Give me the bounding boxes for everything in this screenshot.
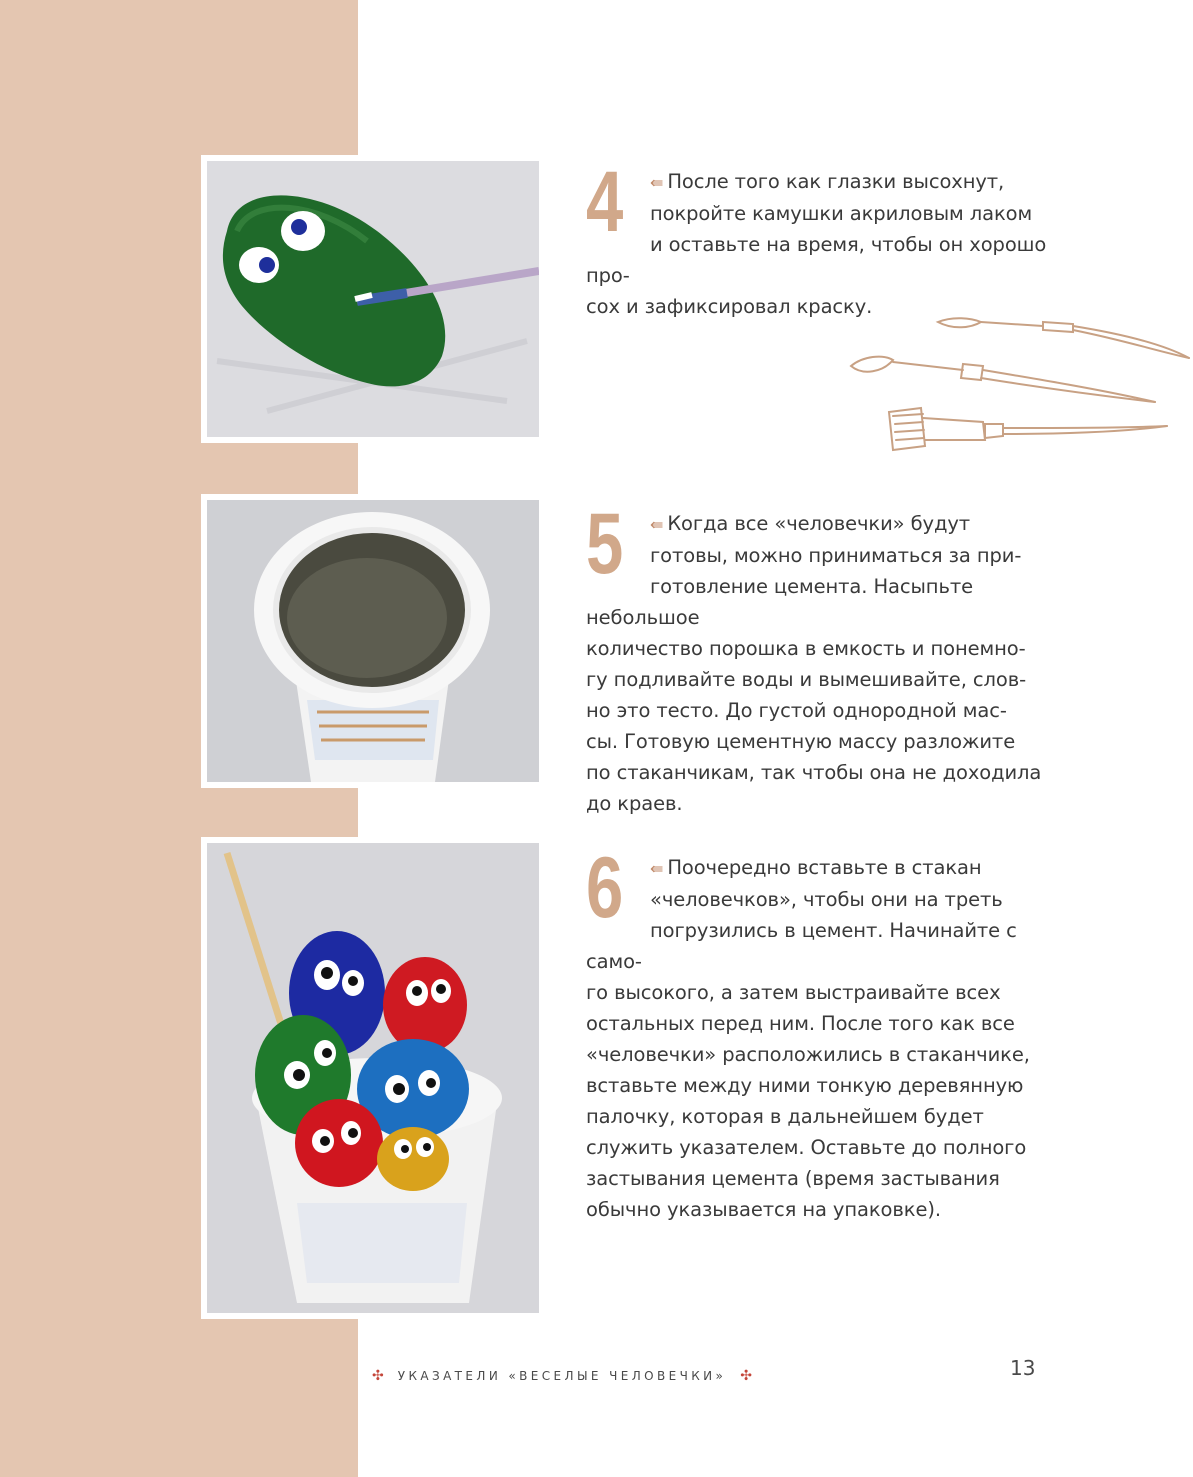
green-stone-illustration	[207, 161, 539, 437]
step-first-lines	[650, 512, 1021, 567]
step-rest-text: и оставьте на время, чтобы он хорошо про- сох и зафиксировал краску.	[586, 233, 1047, 318]
step-rest-text: погрузились в цемент. Начинайте с само- го высокого, а затем выстраивайте всех остальных перед ним. После того как все «человечки» расположились в стаканчике, вставьте между ними тонкую деревянную палочку, которая в дальнейшем будет служить указателем. Оставьте до полного застывания цемента (время застывания обычно указывается на упаковке).	[586, 919, 1030, 1221]
step-first-lines	[650, 856, 1003, 911]
running-footer	[372, 1368, 752, 1384]
step-first-lines-text: Поочередно вставьте в стакан «человечков», чтобы они на треть	[650, 856, 1003, 911]
step-6	[586, 840, 1056, 1225]
step-first-lines-text: После того как глазки высохнут, покройте камушки акриловым лаком	[650, 170, 1033, 225]
step-arrow-icon: ⇚	[650, 173, 664, 192]
step-number: 5	[586, 496, 624, 592]
photo-cup-cement	[201, 494, 545, 788]
step-first-lines	[650, 170, 1032, 225]
step-arrow-icon: ⇚	[650, 859, 664, 878]
step-rest-text: готовление цемента. Насыпьте небольшое количество порошка в емкость и понемно- гу подливайте воды и вымешивайте, слов- но это тесто. До густой однородной мас- сы. Готовую цементную массу разложите по стаканчикам, так чтобы она не доходила до краев.	[586, 575, 1042, 815]
step-4	[586, 154, 1056, 322]
step-5	[586, 496, 1056, 819]
footer-title: УКАЗАТЕЛИ «ВЕСЕЛЫЕ ЧЕЛОВЕЧКИ»	[397, 1369, 727, 1383]
step-first-lines-text: Когда все «человечки» будут готовы, можно приниматься за при-	[650, 512, 1022, 567]
step-number: 6	[586, 840, 624, 936]
cement-cup-illustration	[207, 500, 539, 782]
stone-figures-illustration	[207, 843, 539, 1313]
step-text	[586, 496, 1056, 819]
step-number: 4	[586, 154, 624, 250]
step-text	[586, 840, 1056, 1225]
ornament-left-icon: ✣	[372, 1368, 384, 1384]
ornament-right-icon: ✣	[740, 1368, 753, 1384]
step-arrow-icon: ⇚	[650, 515, 664, 534]
paintbrushes-sketch-icon	[843, 300, 1191, 460]
photo-green-stone-varnish	[201, 155, 545, 443]
step-text	[586, 154, 1056, 322]
photo-stone-figures-in-cup	[201, 837, 545, 1319]
page-number: 13	[1010, 1356, 1036, 1380]
